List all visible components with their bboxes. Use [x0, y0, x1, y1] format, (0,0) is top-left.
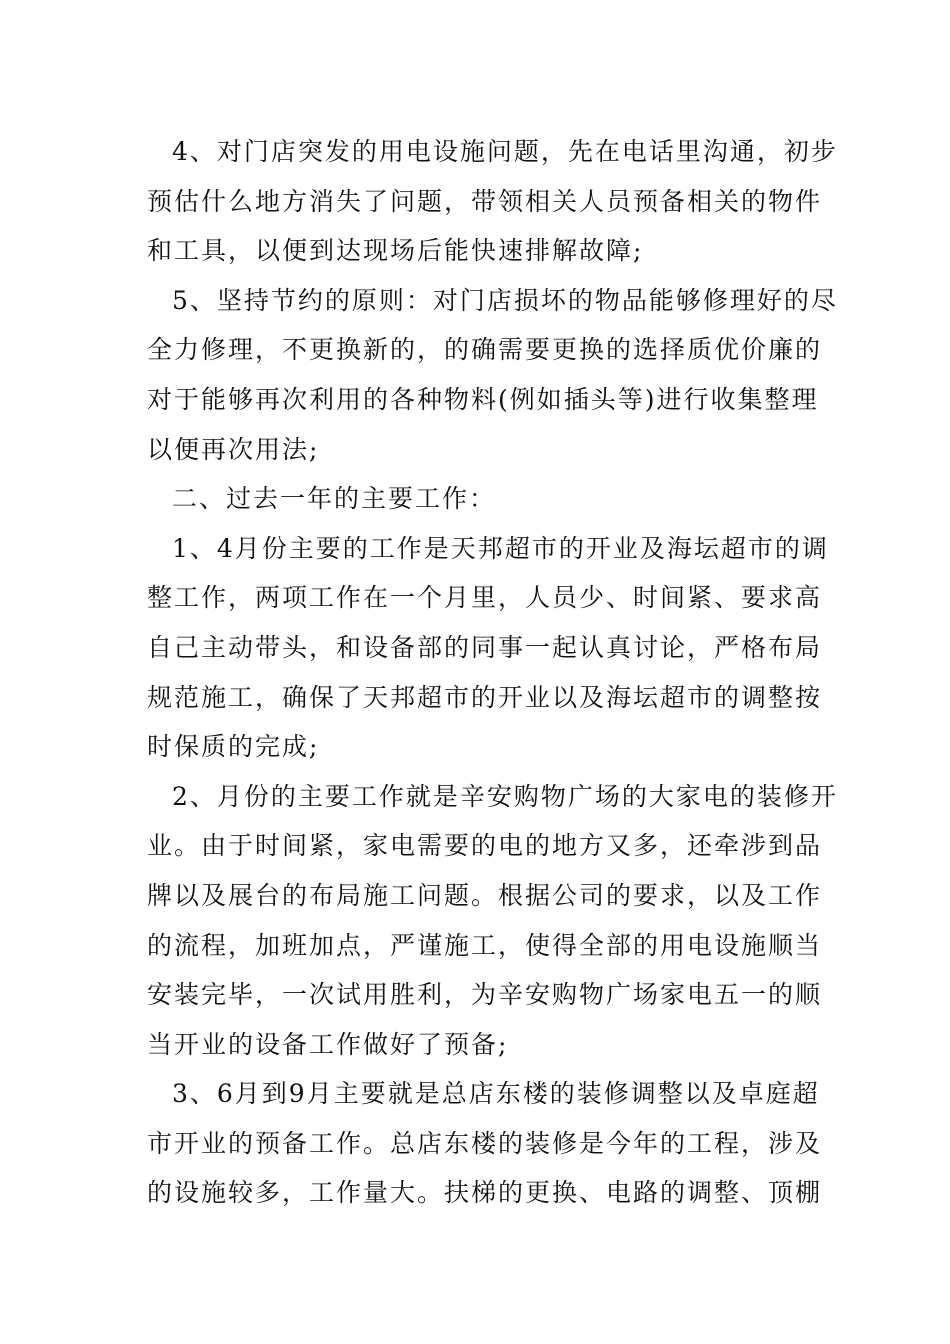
text-line: 的流程，加班加点，严谨施工，使得全部的用电设施顺当: [147, 930, 823, 960]
text-line: 全力修理，不更换新的，的确需要更换的选择质优价廉的: [147, 335, 823, 365]
text-line: 1、4月份主要的工作是天邦超市的开业及海坛超市的调: [172, 533, 829, 563]
text-line: 4、对门店突发的用电设施问题，先在电话里沟通，初步: [172, 137, 838, 166]
text-line: 5、坚持节约的原则：对门店损坏的物品能够修理好的尽: [172, 285, 838, 315]
document-body: [147, 127, 838, 1218]
text-line: 自己主动带头，和设备部的同事一起认真讨论，严格布局: [147, 632, 823, 662]
text-line: 预估什么地方消失了问题，带领相关人员预备相关的物件: [147, 186, 823, 216]
text-line: 整工作，两项工作在一个月里，人员少、时间紧、要求高: [147, 583, 823, 613]
text-line: 3、6月到9月主要就是总店东楼的装修调整以及卓庭超: [172, 1079, 820, 1109]
text-line: 规范施工，确保了天邦超市的开业以及海坛超市的调整按: [147, 682, 823, 712]
section-heading: 二、过去一年的主要工作：: [172, 484, 497, 514]
text-line: 以便再次用法;: [147, 434, 320, 464]
text-line: 的设施较多，工作量大。扶梯的更换、电路的调整、顶棚: [147, 1178, 823, 1208]
text-line: 当开业的设备工作做好了预备;: [147, 1029, 509, 1059]
text-line: 和工具，以便到达现场后能快速排解故障;: [147, 236, 644, 266]
text-line: 牌以及展台的布局施工问题。根据公司的要求，以及工作: [147, 880, 823, 910]
text-line: 业。由于时间紧，家电需要的电的地方又多，还牵涉到品: [147, 831, 823, 861]
text-line: 2、月份的主要工作就是辛安购物广场的大家电的装修开: [172, 781, 838, 811]
text-line: 对于能够再次利用的各种物料(例如插头等)进行收集整理: [147, 384, 819, 414]
text-line: 时保质的完成;: [147, 732, 320, 762]
text-line: 市开业的预备工作。总店东楼的装修是今年的工程，涉及: [147, 1128, 823, 1158]
text-line: 安装完毕，一次试用胜利，为辛安购物广场家电五一的顺: [147, 980, 823, 1010]
